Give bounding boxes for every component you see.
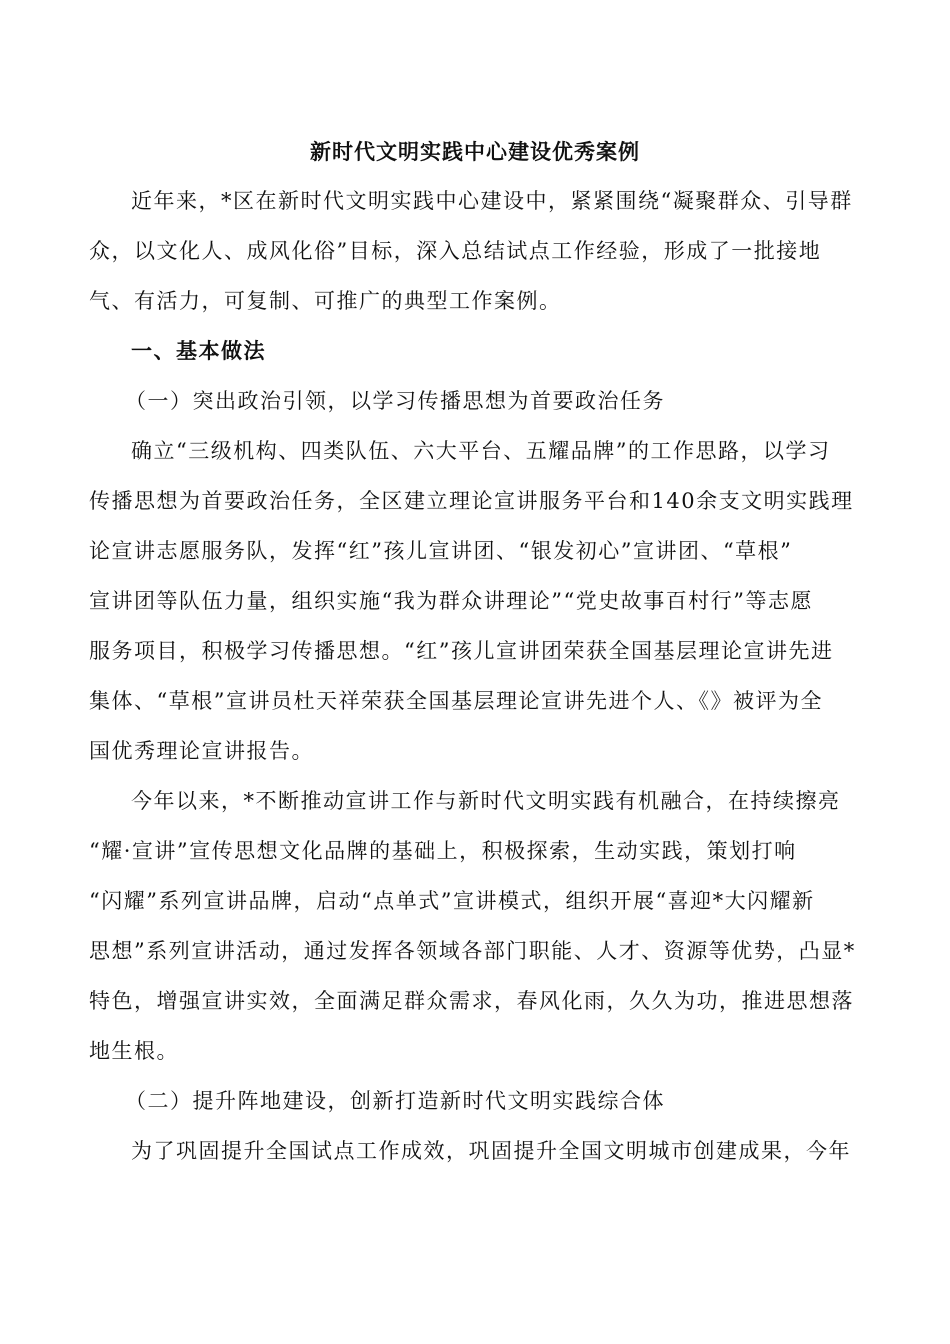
paragraph-line: 宣讲团等队伍力量，组织实施“我为群众讲理论”“党史故事百村行”等志愿 [89, 589, 813, 613]
paragraph-line: 确立“三级机构、四类队伍、六大平台、五耀品牌”的工作思路，以学习 [131, 439, 831, 463]
paragraph-line: 论宣讲志愿服务队，发挥“红”孩儿宣讲团、“银发初心”宣讲团、“草根” [89, 539, 793, 563]
paragraph-line: 特色，增强宣讲实效，全面满足群众需求，春风化雨，久久为功，推进思想落 [89, 989, 854, 1013]
paragraph-line: 国优秀理论宣讲报告。 [89, 739, 314, 763]
paragraph-line: 近年来，*区在新时代文明实践中心建设中，紧紧围绕“凝聚群众、引导群 [131, 189, 853, 213]
paragraph-line: 服务项目，积极学习传播思想。“红”孩儿宣讲团荣获全国基层理论宣讲先进 [89, 639, 834, 663]
paragraph-line: “闪耀”系列宣讲品牌，启动“点单式”宣讲模式，组织开展“喜迎*大闪耀新 [89, 889, 815, 913]
paragraph-line: 为了巩固提升全国试点工作成效，巩固提升全国文明城市创建成果，今年 [131, 1139, 851, 1163]
section-heading: 一、基本做法 [131, 338, 266, 363]
subsection-heading: （二）提升阵地建设，创新打造新时代文明实践综合体 [125, 1089, 665, 1113]
paragraph-line: 众，以文化人、成风化俗”目标，深入总结试点工作经验，形成了一批接地 [89, 239, 822, 263]
subsection-heading: （一）突出政治引领，以学习传播思想为首要政治任务 [125, 389, 665, 413]
paragraph-line: 今年以来，*不断推动宣讲工作与新时代文明实践有机融合，在持续擦亮 [131, 789, 841, 813]
paragraph-line: 集体、“草根”宣讲员杜天祥荣获全国基层理论宣讲先进个人、《》被评为全 [89, 689, 823, 713]
document-title: 新时代文明实践中心建设优秀案例 [310, 139, 640, 164]
paragraph-line: 气、有活力，可复制、可推广的典型工作案例。 [89, 289, 562, 313]
paragraph-line: “耀·宣讲”宣传思想文化品牌的基础上，积极探索，生动实践，策划打响 [89, 839, 797, 863]
paragraph-line: 传播思想为首要政治任务，全区建立理论宣讲服务平台和140余支文明实践理 [89, 489, 854, 513]
paragraph-line: 地生根。 [89, 1039, 179, 1063]
paragraph-line: 思想”系列宣讲活动，通过发挥各领域各部门职能、人才、资源等优势，凸显* [89, 939, 856, 963]
